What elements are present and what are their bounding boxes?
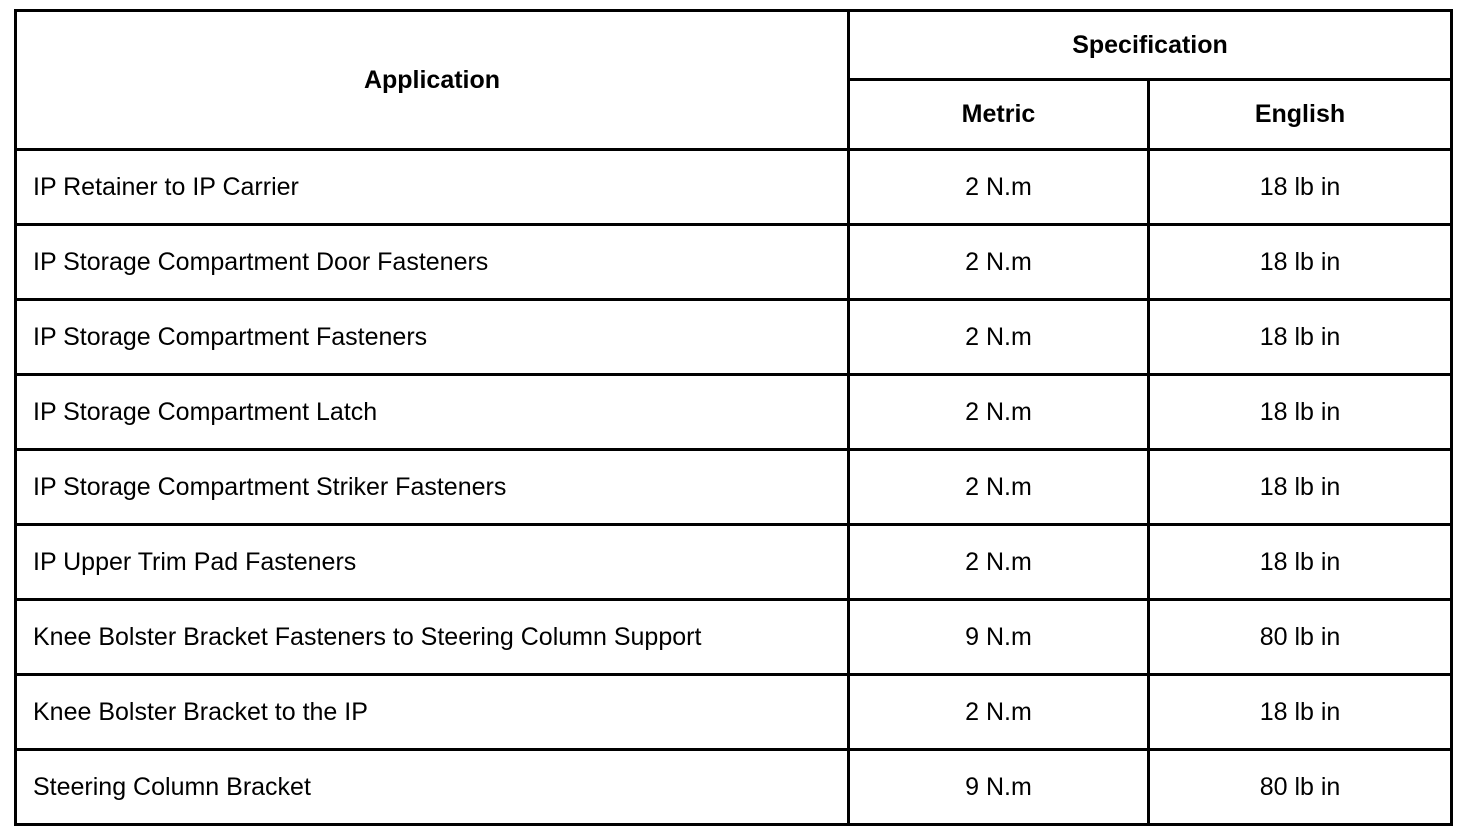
specification-group-header: Specification: [849, 11, 1452, 80]
metric-value-cell: 2 N.m: [849, 375, 1149, 450]
table-body: [16, 150, 1452, 825]
metric-value-cell: 2 N.m: [849, 150, 1149, 225]
table-row: [16, 150, 1452, 225]
english-value-cell: 18 lb in: [1149, 450, 1452, 525]
table-row: [16, 675, 1452, 750]
table-row: [16, 525, 1452, 600]
english-column-header: English: [1149, 80, 1452, 150]
english-value-cell: 18 lb in: [1149, 675, 1452, 750]
english-value-cell: 18 lb in: [1149, 525, 1452, 600]
header-row-top: [16, 11, 1452, 80]
metric-value-cell: 2 N.m: [849, 225, 1149, 300]
english-value-cell: 18 lb in: [1149, 150, 1452, 225]
metric-value-cell: 2 N.m: [849, 300, 1149, 375]
table-row: [16, 600, 1452, 675]
application-cell: IP Upper Trim Pad Fasteners: [16, 525, 849, 600]
metric-value-cell: 9 N.m: [849, 750, 1149, 825]
application-cell: Steering Column Bracket: [16, 750, 849, 825]
application-cell: Knee Bolster Bracket Fasteners to Steering Column Support: [16, 600, 849, 675]
application-column-header: Application: [16, 11, 849, 150]
application-cell: Knee Bolster Bracket to the IP: [16, 675, 849, 750]
table-row: [16, 225, 1452, 300]
table-header: [16, 11, 1452, 150]
application-cell: IP Storage Compartment Door Fasteners: [16, 225, 849, 300]
metric-value-cell: 2 N.m: [849, 675, 1149, 750]
application-cell: IP Storage Compartment Striker Fasteners: [16, 450, 849, 525]
metric-value-cell: 2 N.m: [849, 525, 1149, 600]
english-value-cell: 18 lb in: [1149, 375, 1452, 450]
english-value-cell: 18 lb in: [1149, 300, 1452, 375]
application-cell: IP Retainer to IP Carrier: [16, 150, 849, 225]
application-cell: IP Storage Compartment Fasteners: [16, 300, 849, 375]
metric-value-cell: 2 N.m: [849, 450, 1149, 525]
table-row: [16, 375, 1452, 450]
english-value-cell: 80 lb in: [1149, 600, 1452, 675]
table-row: [16, 300, 1452, 375]
table-row: [16, 750, 1452, 825]
metric-value-cell: 9 N.m: [849, 600, 1149, 675]
table-row: [16, 450, 1452, 525]
fastener-specifications-table: [14, 9, 1453, 826]
english-value-cell: 80 lb in: [1149, 750, 1452, 825]
metric-column-header: Metric: [849, 80, 1149, 150]
english-value-cell: 18 lb in: [1149, 225, 1452, 300]
application-cell: IP Storage Compartment Latch: [16, 375, 849, 450]
